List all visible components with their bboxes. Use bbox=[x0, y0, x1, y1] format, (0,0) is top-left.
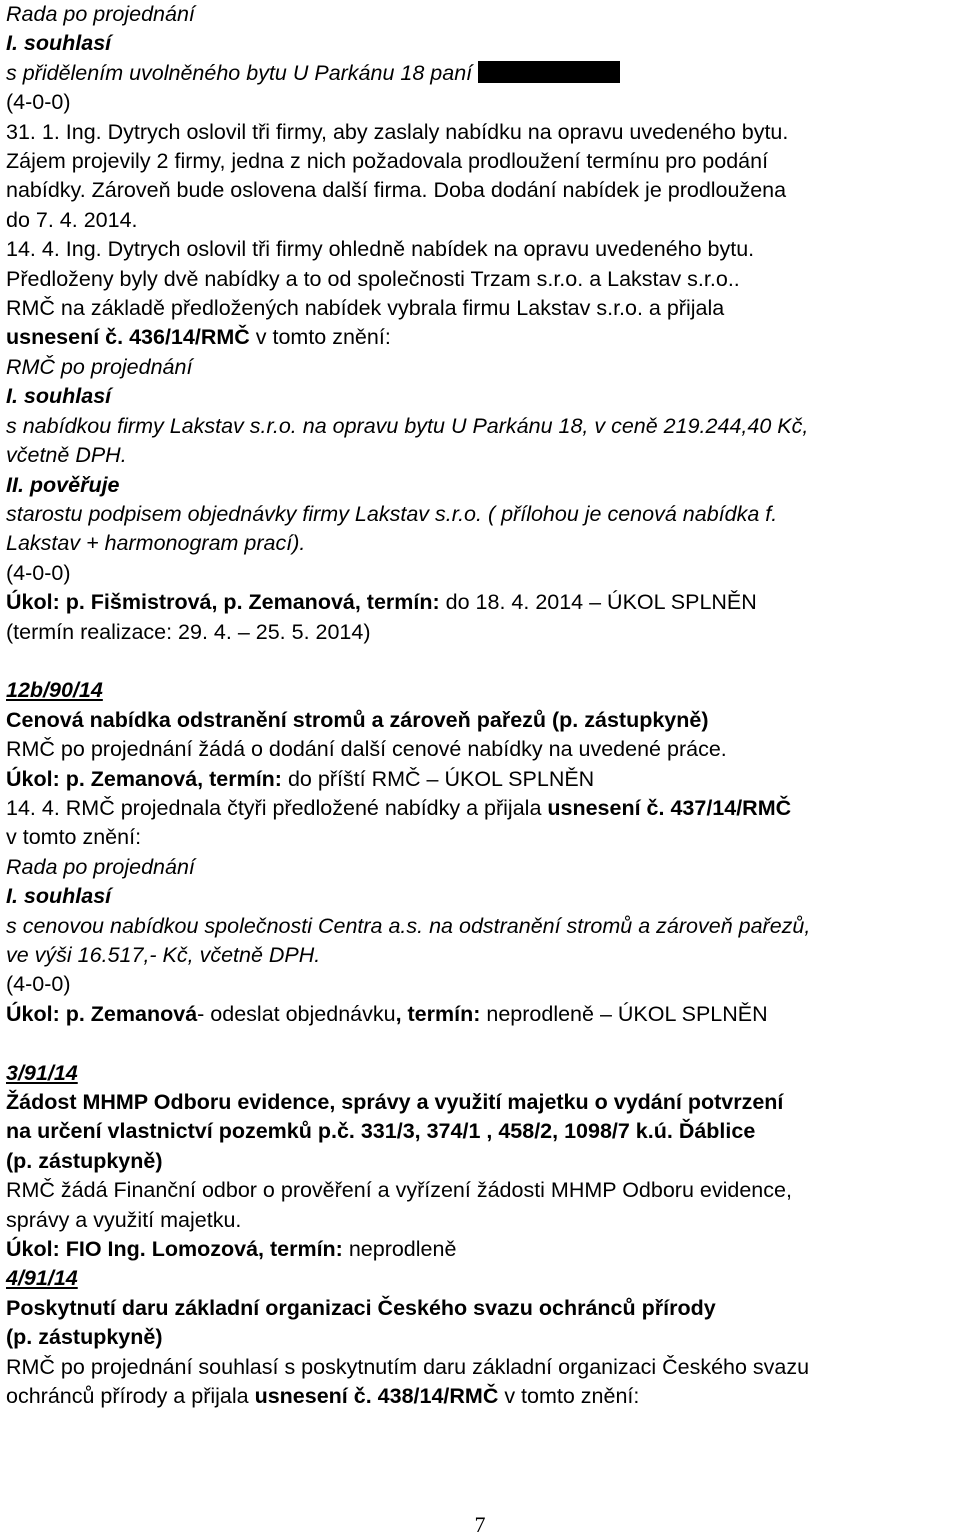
section-number: 3/91/14 bbox=[6, 1060, 78, 1085]
section-number: 12b/90/14 bbox=[6, 678, 103, 703]
text: - odeslat objednávku bbox=[197, 1001, 396, 1026]
line-body: do 7. 4. 2014. bbox=[6, 207, 138, 232]
line-body: v tomto znění: bbox=[6, 825, 142, 850]
line-souhlasi: I. souhlasí bbox=[6, 884, 112, 909]
line-body: RMČ po projednání žádá o dodání další cenové nabídky na uvedené práce. bbox=[6, 737, 727, 762]
text: Úkol: bbox=[6, 590, 60, 615]
line-body: Lakstav + harmonogram prací). bbox=[6, 531, 306, 556]
line-termin-realizace: (termín realizace: 29. 4. – 25. 5. 2014) bbox=[6, 619, 371, 644]
text: Úkol: p. Zemanová, termín: bbox=[6, 766, 282, 791]
line-ukol bbox=[6, 1000, 960, 1029]
text: p. Fišmistrová, p. Zemanová, termín: bbox=[59, 590, 440, 615]
text: usnesení č. bbox=[6, 325, 124, 350]
line-body: 14. 4. Ing. Dytrych oslovil tři firmy ohledně nabídek na opravu uvedeného bytu. bbox=[6, 237, 755, 262]
line-body: RMČ žádá Finanční odbor o prověření a vyřízení žádosti MHMP Odboru evidence, bbox=[6, 1178, 792, 1203]
text: Úkol: FIO Ing. Lomozová, termín: bbox=[6, 1237, 343, 1262]
line-body bbox=[6, 1382, 960, 1411]
redaction-bar bbox=[478, 61, 620, 83]
line-ukol bbox=[6, 1235, 960, 1264]
text: neprodleně bbox=[342, 1237, 457, 1262]
section-author: (p. zástupkyně) bbox=[6, 1148, 163, 1173]
line-vote: (4-0-0) bbox=[6, 90, 71, 115]
line-body: včetně DPH. bbox=[6, 443, 127, 468]
line-prideleni-bytu bbox=[6, 59, 960, 88]
section-title: na určení vlastnictví pozemků p.č. 331/3, 374/1 , 458/2, 1098/7 k.ú. Ďáblice bbox=[6, 1119, 756, 1144]
text: do příští RMČ – ÚKOL SPLNĚN bbox=[281, 766, 595, 791]
text: ochránců přírody a přijala bbox=[6, 1384, 255, 1409]
line-vote: (4-0-0) bbox=[6, 972, 71, 997]
spacer bbox=[6, 1029, 960, 1058]
text: , termín: bbox=[395, 1001, 481, 1026]
page-number: 7 bbox=[474, 1512, 486, 1537]
line-rada-po-projednani: Rada po projednání bbox=[6, 2, 195, 26]
line-usneseni-436 bbox=[6, 323, 960, 352]
section-title: Žádost MHMP Odboru evidence, správy a využití majetku o vydání potvrzení bbox=[6, 1090, 784, 1114]
line-poveruje: II. pověřuje bbox=[6, 472, 120, 497]
line-body: RMČ na základě předložených nabídek vybrala firmu Lakstav s.r.o. a přijala bbox=[6, 296, 725, 321]
text: v tomto znění: bbox=[498, 1384, 640, 1409]
line-body: starostu podpisem objednávky firmy Lakstav s.r.o. ( přílohou je cenová nabídka f. bbox=[6, 501, 778, 526]
line-body: 31. 1. Ing. Dytrych oslovil tři firmy, aby zaslaly nabídku na opravu uvedeného bytu. bbox=[6, 119, 789, 144]
line-rada-po-projednani: Rada po projednání bbox=[6, 854, 195, 879]
text: 14. 4. RMČ projednala čtyři předložené nabídky a přijala bbox=[6, 795, 548, 820]
section-author: (p. zástupkyně) bbox=[6, 1325, 163, 1350]
line-ukol bbox=[6, 588, 960, 617]
line-souhlasi: I. souhlasí bbox=[6, 384, 112, 409]
text: neprodleně – ÚKOL SPLNĚN bbox=[480, 1001, 768, 1026]
text: usnesení č. 438/14/RMČ bbox=[254, 1384, 499, 1409]
line-ukol bbox=[6, 765, 960, 794]
line-body: ve výši 16.517,- Kč, včetně DPH. bbox=[6, 942, 321, 967]
text: v tomto znění: bbox=[249, 325, 391, 350]
line-body: s nabídkou firmy Lakstav s.r.o. na opravu bytu U Parkánu 18, v ceně 219.244,40 Kč, bbox=[6, 413, 809, 438]
spacer bbox=[6, 647, 960, 676]
line-rmc-po-projednani: RMČ po projednání bbox=[6, 354, 193, 379]
line-body: správy a využití majetku. bbox=[6, 1207, 242, 1232]
line-body: nabídky. Zároveň bude oslovena další firma. Doba dodání nabídek je prodloužena bbox=[6, 178, 787, 203]
section-title: Poskytnutí daru základní organizaci Českého svazu ochránců přírody bbox=[6, 1295, 716, 1320]
text: usnesení č. 437/14/RMČ bbox=[547, 795, 792, 820]
section-title: Cenová nabídka odstranění stromů a zároveň pařezů (p. zástupkyně) bbox=[6, 707, 709, 732]
line-vote: (4-0-0) bbox=[6, 560, 71, 585]
line-body: RMČ po projednání souhlasí s poskytnutím daru základní organizaci Českého svazu bbox=[6, 1354, 810, 1379]
text: do 18. 4. 2014 – ÚKOL SPLNĚN bbox=[439, 590, 757, 615]
section-number: 4/91/14 bbox=[6, 1266, 78, 1291]
line-souhlasi: I. souhlasí bbox=[6, 31, 112, 56]
line-body: Předloženy byly dvě nabídky a to od společnosti Trzam s.r.o. a Lakstav s.r.o.. bbox=[6, 266, 740, 291]
line-body bbox=[6, 794, 960, 823]
line-body: Zájem projevily 2 firmy, jedna z nich požadovala prodloužení termínu pro podání bbox=[6, 149, 769, 174]
text: 436/14/RMČ bbox=[123, 325, 250, 350]
text: Úkol: p. Zemanová bbox=[6, 1001, 198, 1026]
line-body: s cenovou nabídkou společnosti Centra a.s. na odstranění stromů a zároveň pařezů, bbox=[6, 913, 811, 938]
text: s přidělením uvolněného bytu U Parkánu 18 paní bbox=[6, 60, 473, 85]
